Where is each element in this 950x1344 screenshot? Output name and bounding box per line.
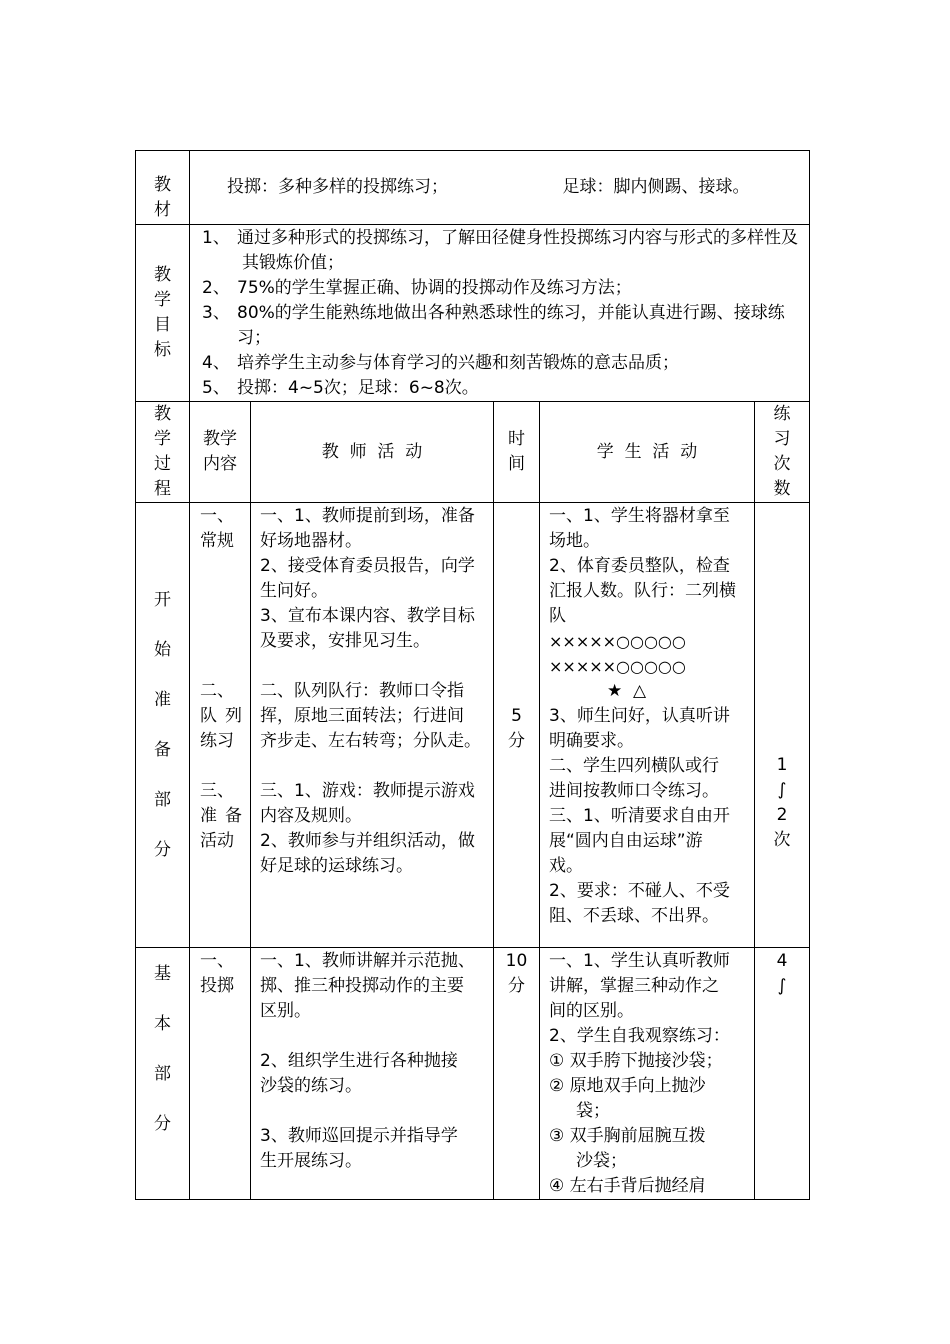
student-header-cell xyxy=(540,402,755,503)
goals-label: 教学目标 xyxy=(154,265,171,360)
material-football: 足球：脚内侧踢、接球。 xyxy=(562,177,750,197)
goal-num: 4、 xyxy=(202,353,230,373)
teacher-line: 好场地器材。 xyxy=(260,531,362,551)
section2-teacher-cell xyxy=(251,948,494,1200)
time-line: 分 xyxy=(508,731,525,751)
goals-cell xyxy=(190,225,810,402)
student-line: 阻、不丢球、不出界。 xyxy=(549,906,719,926)
student-line: 三、1、听清要求自由开 xyxy=(549,806,730,826)
student-line: 进间按教师口令练习。 xyxy=(549,781,719,801)
goal-num: 2、 xyxy=(202,278,230,298)
goal-num: 5、 xyxy=(202,378,230,398)
teacher-line: 2、教师参与并组织活动，做 xyxy=(260,831,475,851)
content-line xyxy=(200,654,250,679)
student-line: 间的区别。 xyxy=(549,1001,634,1021)
content-header-cell xyxy=(190,402,251,503)
teacher-line: 三、1、游戏：教师提示游戏 xyxy=(260,781,475,801)
content-line: 活动 xyxy=(200,831,234,851)
time-line: 10 xyxy=(505,951,528,971)
section2-reps-cell xyxy=(755,948,810,1200)
content-line: 投掷 xyxy=(200,976,234,996)
teacher-line: 2、组织学生进行各种抛接 xyxy=(260,1051,458,1071)
section1-student-cell xyxy=(540,503,755,948)
teacher-line: 生开展练习。 xyxy=(260,1151,362,1171)
formation-teacher-markers: ★ △ xyxy=(607,681,647,701)
student-line: 二、学生四列横队或行 xyxy=(549,756,719,776)
section2-student-cell xyxy=(540,948,755,1200)
time-line: 分 xyxy=(508,976,525,996)
student-line: 3、师生问好，认真听讲 xyxy=(549,706,730,726)
section1-time-cell xyxy=(494,503,540,948)
teacher-line: 二、队列队行：教师口令指 xyxy=(260,681,464,701)
goal-text: 75%的学生掌握正确、协调的投掷动作及练习方法； xyxy=(237,278,632,298)
material-cell xyxy=(190,151,810,225)
goal-text: 通过多种形式的投掷练习，了解田径健身性投掷练习内容与形式的多样性及其锻炼价值； xyxy=(237,228,798,273)
teacher-line: 2、接受体育委员报告，向学 xyxy=(260,556,475,576)
goal-item xyxy=(202,226,803,276)
teacher-header: 教 师 活 动 xyxy=(321,441,423,462)
student-line: 戏。 xyxy=(549,856,583,876)
content-line: 队列 xyxy=(200,706,250,726)
student-line: ② 原地双手向上抛沙 xyxy=(549,1076,706,1096)
reps-line: ∫ xyxy=(777,976,787,996)
content-line: 准备 xyxy=(200,806,250,826)
student-line: 一、1、学生认真听教师 xyxy=(549,951,730,971)
content-line: 一、 xyxy=(200,506,234,526)
section1-label-cell xyxy=(136,503,190,948)
section2-content-cell xyxy=(190,948,251,1200)
reps-line: 次 xyxy=(773,830,791,850)
teacher-line: 3、教师巡回提示并指导学 xyxy=(260,1126,458,1146)
time-line: 5 xyxy=(511,706,522,726)
content-line: 常规 xyxy=(200,531,234,551)
student-line: 讲解，掌握三种动作之 xyxy=(549,976,719,996)
process-header-cell xyxy=(136,402,190,503)
teacher-line xyxy=(260,654,493,679)
goal-item xyxy=(202,351,803,376)
goal-num: 1、 xyxy=(202,228,230,248)
goal-text: 80%的学生能熟练地做出各种熟悉球性的练习，并能认真进行踢、接球练习； xyxy=(237,303,785,348)
teacher-line: 区别。 xyxy=(260,1001,311,1021)
goal-text: 培养学生主动参与体育学习的兴趣和刻苦锻炼的意志品质； xyxy=(237,353,679,373)
teacher-line: 齐步走、左右转弯；分队走。 xyxy=(260,731,481,751)
material-label-cell xyxy=(136,151,190,225)
content-line xyxy=(200,629,250,654)
reps-header: 练习次数 xyxy=(773,404,791,499)
goal-item xyxy=(202,276,803,301)
process-header: 教学过程 xyxy=(154,404,171,499)
student-header: 学 生 活 动 xyxy=(596,441,698,462)
content-header: 教学内容 xyxy=(203,429,237,474)
reps-line: 1 xyxy=(776,755,788,775)
section2-time-cell xyxy=(494,948,540,1200)
time-header-cell xyxy=(494,402,540,503)
formation-row: ×××××○○○○○ xyxy=(549,657,686,676)
section1-teacher-cell xyxy=(251,503,494,948)
section2-label-cell xyxy=(136,948,190,1200)
teacher-line xyxy=(260,1099,493,1124)
reps-header-cell xyxy=(755,402,810,503)
teacher-line: 内容及规则。 xyxy=(260,806,362,826)
teacher-line: 3、宣布本课内容、教学目标 xyxy=(260,606,475,626)
goal-num: 3、 xyxy=(202,303,230,323)
student-line: 队 xyxy=(549,606,566,626)
student-line: 明确要求。 xyxy=(549,731,634,751)
material-throw: 投掷：多种多样的投掷练习； xyxy=(227,177,448,197)
student-line: 一、1、学生将器材拿至 xyxy=(549,506,730,526)
teacher-line: 沙袋的练习。 xyxy=(260,1076,362,1096)
teacher-line: 及要求，安排见习生。 xyxy=(260,631,430,651)
content-line xyxy=(200,754,250,779)
content-line xyxy=(200,554,250,579)
teacher-line: 好足球的运球练习。 xyxy=(260,856,413,876)
section1-content-cell xyxy=(190,503,251,948)
teacher-line: 生问好。 xyxy=(260,581,328,601)
student-line: 袋； xyxy=(576,1101,610,1121)
student-line: 2、要求：不碰人、不受 xyxy=(549,881,730,901)
reps-line: ∫ xyxy=(777,780,787,800)
teacher-line: 掷、推三种投掷动作的主要 xyxy=(260,976,464,996)
content-line: 练习 xyxy=(200,731,234,751)
content-line: 一、 xyxy=(200,951,234,971)
section1-label: 开始准备部分 xyxy=(154,590,171,860)
teacher-line: 挥，原地三面转法；行进间 xyxy=(260,706,464,726)
student-line: 2、学生自我观察练习： xyxy=(549,1026,730,1046)
student-line: 场地。 xyxy=(549,531,600,551)
student-line: 汇报人数。队行：二列横 xyxy=(549,581,736,601)
content-line: 二、 xyxy=(200,681,234,701)
teacher-header-cell xyxy=(251,402,494,503)
content-line: 三、 xyxy=(200,781,234,801)
material-label: 教材 xyxy=(154,174,171,220)
student-line: 沙袋； xyxy=(576,1151,627,1171)
section1-reps-cell xyxy=(755,503,810,948)
content-line xyxy=(200,579,250,604)
teacher-line xyxy=(260,1024,493,1049)
student-line: 2、体育委员整队，检查 xyxy=(549,556,730,576)
lesson-plan-table xyxy=(135,150,810,1200)
reps-line: 4 xyxy=(776,951,788,971)
goal-item xyxy=(202,301,803,351)
goal-text: 投掷：4~5次；足球：6~8次。 xyxy=(237,378,479,398)
teacher-line: 一、1、教师提前到场，准备 xyxy=(260,506,475,526)
reps-line: 2 xyxy=(776,805,788,825)
goals-label-cell xyxy=(136,225,190,402)
student-line: ③ 双手胸前屈腕互拨 xyxy=(549,1126,706,1146)
student-line: 展“圆内自由运球”游 xyxy=(549,831,703,851)
teacher-line: 一、1、教师讲解并示范抛、 xyxy=(260,951,475,971)
teacher-line xyxy=(260,754,493,779)
formation-row: ×××××○○○○○ xyxy=(549,632,686,651)
student-line: ① 双手胯下抛接沙袋； xyxy=(549,1051,723,1071)
time-header: 时间 xyxy=(508,429,525,474)
section2-label: 基本部分 xyxy=(154,964,171,1134)
content-line xyxy=(200,604,250,629)
student-line: ④ 左右手背后抛经肩 xyxy=(549,1176,706,1196)
goal-item xyxy=(202,376,803,401)
